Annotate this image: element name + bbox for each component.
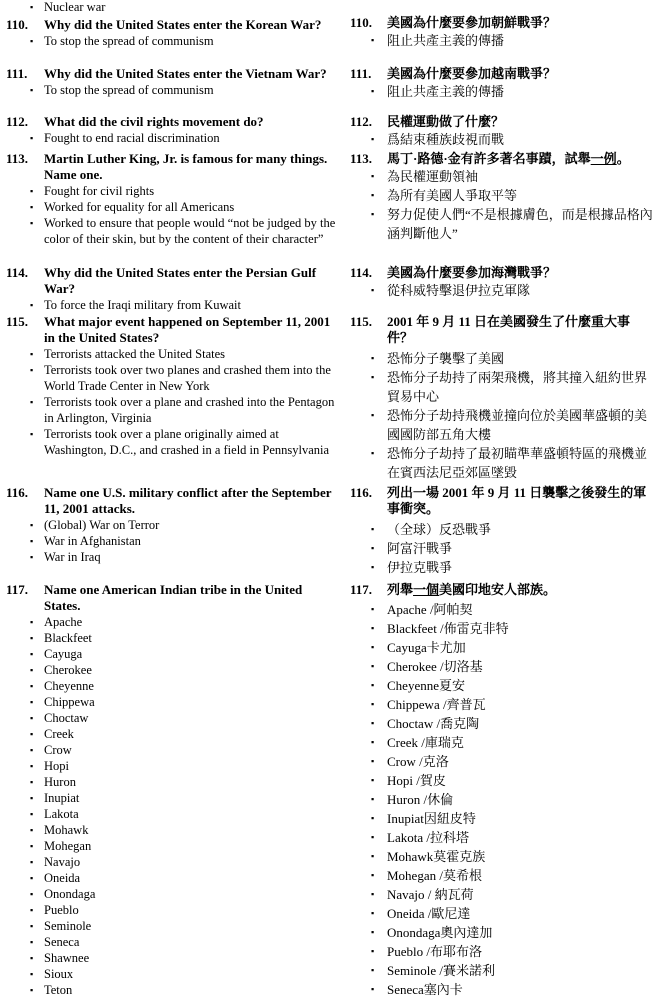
- english-column: [6, 0, 340, 997]
- bullet-icon: ▪: [30, 218, 34, 228]
- answer-item: ▪ War in Iraq: [30, 550, 101, 564]
- tribe-item: ▪ Creek: [30, 727, 74, 741]
- tribe-item: ▪ Sioux: [30, 967, 74, 981]
- question-text: 民權運動做了什麼？: [387, 114, 505, 129]
- question-text: Why did the United States enter the Persian Gulf War?: [44, 265, 317, 296]
- tribe-item: ▪ Hopi: [30, 759, 69, 773]
- tribe-item: ▪ Chippewa: [30, 695, 95, 709]
- tribe-item: ▪ Creek /庫瑞克: [371, 735, 464, 750]
- tribe-item: ▪ Pueblo: [30, 903, 79, 917]
- question-text: What major event happened on September 11, 2001 in the United States?: [44, 314, 331, 345]
- bullet-icon: ▪: [30, 36, 34, 46]
- bullet-icon: ▪: [30, 85, 34, 95]
- bullet-icon: ▪: [30, 921, 34, 931]
- question-number: 115.: [350, 314, 373, 329]
- answer-item: ▪ 伊拉克戰爭: [371, 560, 453, 575]
- tribe-item: ▪ Crow: [30, 743, 72, 757]
- tribe-item: ▪ Apache: [30, 615, 83, 629]
- bullet-icon: ▪: [30, 905, 34, 915]
- answer-list: [350, 520, 656, 577]
- tribe-item: ▪ Cayuga: [30, 647, 83, 661]
- tribe-item: ▪ Cheyenne: [30, 679, 94, 693]
- question-number: 116.: [350, 485, 373, 500]
- bullet-icon: ▪: [371, 927, 375, 937]
- bullet-icon: ▪: [30, 300, 34, 310]
- answer-item: ▪ 努力促使人們“不是根據膚色，而是根據品格內涵判斷他人”: [371, 207, 653, 241]
- answer-item: ▪ Nuclear war: [30, 0, 106, 14]
- bullet-icon: ▪: [30, 697, 34, 707]
- answer-item: ▪ To stop the spread of communism: [30, 83, 214, 97]
- tribe-item: ▪ Oneida /歐尼達: [371, 906, 471, 921]
- answer-item: ▪ Fought to end racial discrimination: [30, 131, 220, 145]
- answer-list: [6, 33, 340, 49]
- answer-list: [6, 0, 340, 15]
- bullet-icon: ▪: [30, 857, 34, 867]
- bullet-icon: ▪: [30, 665, 34, 675]
- answer-item: ▪ 阻止共產主義的傳播: [371, 33, 505, 48]
- tribe-item: ▪ Seminole: [30, 919, 92, 933]
- answer-item: ▪ 阻止共產主義的傳播: [371, 84, 505, 99]
- answer-item: ▪ Terrorists attacked the United States: [30, 347, 226, 361]
- bullet-icon: ▪: [30, 937, 34, 947]
- answer-item: ▪ Terrorists took over a plane and crashed into the Pentagon in Arlington, Virginia: [30, 395, 335, 425]
- answer-list: [350, 130, 656, 149]
- bullet-icon: ▪: [371, 86, 375, 96]
- bullet-icon: ▪: [371, 134, 375, 144]
- question-112-zh: [350, 114, 656, 149]
- question-text: 列舉一個美國印地安人部族。: [387, 582, 557, 597]
- bullet-icon: ▪: [30, 729, 34, 739]
- tribe-item: ▪ Cherokee: [30, 663, 92, 677]
- question-text: 美國為什麼要參加朝鮮戰爭？: [387, 15, 557, 30]
- bullet-icon: ▪: [30, 889, 34, 899]
- tribe-item: ▪ Mohawk莫霍克族: [371, 849, 486, 864]
- question-116-zh: [350, 485, 656, 577]
- tribe-item: ▪ Huron /休倫: [371, 792, 454, 807]
- answer-item: ▪ Terrorists took over two planes and crashed them into the World Trade Center in New York: [30, 363, 331, 393]
- bullet-icon: ▪: [30, 777, 34, 787]
- answer-item: ▪ 從科威特擊退伊拉克軍隊: [371, 283, 531, 298]
- answer-item: ▪ To stop the spread of communism: [30, 34, 214, 48]
- question-114-zh: [350, 265, 656, 300]
- bullet-icon: ▪: [30, 649, 34, 659]
- answer-list: [6, 82, 340, 98]
- question-110-zh: [350, 15, 656, 50]
- bullet-icon: ▪: [30, 825, 34, 835]
- bullet-icon: ▪: [371, 680, 375, 690]
- question-113: [6, 151, 340, 247]
- answer-item: ▪ Fought for civil rights: [30, 184, 155, 198]
- answer-item: ▪ 恐怖分子襲擊了美國: [371, 351, 505, 366]
- bullet-icon: ▪: [371, 661, 375, 671]
- bullet-icon: ▪: [371, 870, 375, 880]
- question-113-zh: [350, 151, 656, 243]
- tribe-item: ▪ Onondaga: [30, 887, 96, 901]
- bullet-icon: ▪: [30, 536, 34, 546]
- tribe-item: ▪ Navajo / 納瓦荷: [371, 887, 474, 902]
- bullet-icon: ▪: [30, 953, 34, 963]
- question-text: 2001 年 9 月 11 日在美國發生了什麼重大事件？: [387, 314, 631, 345]
- bullet-icon: ▪: [371, 737, 375, 747]
- bullet-icon: ▪: [30, 552, 34, 562]
- bullet-icon: ▪: [371, 285, 375, 295]
- bullet-icon: ▪: [30, 761, 34, 771]
- answer-list: [6, 297, 340, 313]
- question-number: 114.: [350, 265, 373, 280]
- question-number: 116.: [6, 485, 29, 500]
- bullet-icon: ▪: [371, 448, 375, 458]
- answer-item: ▪ (Global) War on Terror: [30, 518, 160, 532]
- bullet-icon: ▪: [30, 365, 34, 375]
- bullet-icon: ▪: [30, 841, 34, 851]
- question-111: [6, 66, 340, 98]
- question-text: 美國為什麼要參加海灣戰爭？: [387, 265, 557, 280]
- bullet-icon: ▪: [371, 372, 375, 382]
- bullet-icon: ▪: [30, 969, 34, 979]
- question-115: [6, 314, 340, 458]
- bullet-icon: ▪: [30, 186, 34, 196]
- bullet-icon: ▪: [371, 984, 375, 994]
- bullet-icon: ▪: [30, 793, 34, 803]
- question-112: [6, 114, 340, 146]
- answer-item: ▪ Worked to ensure that people would “not be judged by the color of their skin, but by the content of their character”: [30, 216, 336, 246]
- question-111-zh: [350, 66, 656, 101]
- bullet-icon: ▪: [371, 965, 375, 975]
- bullet-icon: ▪: [30, 617, 34, 627]
- question-number: 111.: [350, 66, 372, 81]
- tribe-item: ▪ Huron: [30, 775, 76, 789]
- question-text: 列出一場 2001 年 9 月 11 日襲擊之後發生的軍事衝突。: [387, 485, 647, 516]
- bullet-icon: ▪: [371, 35, 375, 45]
- question-114: [6, 265, 340, 313]
- tribe-list: [6, 614, 340, 998]
- tribe-item: ▪ Oneida: [30, 871, 81, 885]
- answer-list: [350, 31, 656, 50]
- bullet-icon: ▪: [371, 190, 375, 200]
- bullet-icon: ▪: [30, 349, 34, 359]
- tribe-item: ▪ Lakota /拉科塔: [371, 830, 469, 845]
- question-text: Name one U.S. military conflict after the September 11, 2001 attacks.: [44, 485, 332, 516]
- question-115-zh: [350, 314, 656, 482]
- tribe-item: ▪ Shawnee: [30, 951, 90, 965]
- question-116: [6, 485, 340, 565]
- question-number: 110.: [350, 15, 373, 30]
- tribe-item: ▪ Apache /阿帕契: [371, 602, 473, 617]
- answer-item: ▪ （全球）反恐戰爭: [371, 522, 492, 537]
- tribe-item: ▪ Seneca塞內卡: [371, 982, 463, 997]
- tribe-item: ▪ Chippewa /齊普瓦: [371, 697, 486, 712]
- tribe-item: ▪ Inupiat: [30, 791, 80, 805]
- question-text: Martin Luther King, Jr. is famous for many things. Name one.: [44, 151, 328, 182]
- bullet-icon: ▪: [30, 681, 34, 691]
- bullet-icon: ▪: [371, 642, 375, 652]
- bullet-icon: ▪: [30, 809, 34, 819]
- bullet-icon: ▪: [371, 813, 375, 823]
- question-number: 111.: [6, 66, 28, 81]
- tribe-item: ▪ Cayuga卡尤加: [371, 640, 466, 655]
- bullet-icon: ▪: [30, 985, 34, 995]
- question-number: 117.: [6, 582, 29, 597]
- bullet-icon: ▪: [371, 410, 375, 420]
- answer-item: ▪ 恐怖分子劫持了兩架飛機，將其撞入紐約世界貿易中心: [371, 370, 648, 404]
- bullet-icon: ▪: [371, 543, 375, 553]
- bullet-icon: ▪: [30, 713, 34, 723]
- bullet-icon: ▪: [371, 623, 375, 633]
- tribe-item: ▪ Pueblo /布耶布洛: [371, 944, 482, 959]
- question-text: 美國為什麼要參加越南戰爭？: [387, 66, 557, 81]
- tribe-item: ▪ Navajo: [30, 855, 81, 869]
- answer-item: ▪ 恐怖分子劫持了最初瞄準華盛頓特區的飛機並在賓西法尼亞郊區墜毀: [371, 446, 648, 480]
- bullet-icon: ▪: [371, 209, 375, 219]
- answer-item: ▪ 為民權運動領袖: [371, 169, 479, 184]
- answer-item: ▪ 爲結束種族歧視而戰: [371, 132, 505, 147]
- question-number: 110.: [6, 17, 29, 32]
- tribe-item: ▪ Seminole /賽米諾利: [371, 963, 495, 978]
- bullet-icon: ▪: [30, 133, 34, 143]
- bullet-icon: ▪: [371, 604, 375, 614]
- tribe-list: [350, 600, 656, 999]
- bullet-icon: ▪: [371, 794, 375, 804]
- tribe-item: ▪ Choctaw /喬克陶: [371, 716, 480, 731]
- tribe-item: ▪ Lakota: [30, 807, 79, 821]
- tribe-item: ▪ Hopi /賀皮: [371, 773, 446, 788]
- tribe-item: ▪ Mohegan: [30, 839, 92, 853]
- bullet-icon: ▪: [30, 202, 34, 212]
- bullet-icon: ▪: [371, 171, 375, 181]
- bullet-icon: ▪: [30, 429, 34, 439]
- question-number: 115.: [6, 314, 29, 329]
- bullet-icon: ▪: [371, 562, 375, 572]
- answer-item: ▪ Worked for equality for all Americans: [30, 200, 235, 214]
- answer-list: [6, 517, 340, 565]
- tribe-item: ▪ Mohawk: [30, 823, 89, 837]
- question-text: Name one American Indian tribe in the United States.: [44, 582, 303, 613]
- question-text: Why did the United States enter the Vietnam War?: [44, 66, 327, 81]
- bullet-icon: ▪: [30, 397, 34, 407]
- question-number: 114.: [6, 265, 29, 280]
- answer-item: ▪ To force the Iraqi military from Kuwait: [30, 298, 241, 312]
- answer-list: [350, 349, 656, 482]
- bullet-icon: ▪: [30, 2, 34, 12]
- tribe-item: ▪ Blackfeet /佈雷克非特: [371, 621, 509, 636]
- question-text: 馬丁·路德·金有許多著名事蹟，試舉一例。: [387, 151, 630, 166]
- bullet-icon: ▪: [371, 699, 375, 709]
- bullet-icon: ▪: [30, 520, 34, 530]
- bullet-icon: ▪: [371, 832, 375, 842]
- bullet-icon: ▪: [371, 756, 375, 766]
- question-number: 113.: [6, 151, 29, 166]
- question-110: [6, 17, 340, 49]
- answer-item: ▪ Terrorists took over a plane originally aimed at Washington, D.C., and crashed in a field in Pennsylvania: [30, 427, 330, 457]
- bullet-icon: ▪: [371, 775, 375, 785]
- answer-list: [6, 346, 340, 458]
- tribe-item: ▪ Onondaga奧內達加: [371, 925, 493, 940]
- tribe-item: ▪ Inupiat因紐皮特: [371, 811, 476, 826]
- answer-item: ▪ 為所有美國人爭取平等: [371, 188, 518, 203]
- answer-list: [6, 183, 340, 247]
- tribe-item: ▪ Blackfeet: [30, 631, 92, 645]
- question-number: 112.: [6, 114, 29, 129]
- tribe-item: ▪ Seneca: [30, 935, 80, 949]
- answer-list: [350, 281, 656, 300]
- answer-item: ▪ 恐怖分子劫持飛機並撞向位於美國華盛頓的美國國防部五角大樓: [371, 408, 648, 442]
- bullet-icon: ▪: [371, 908, 375, 918]
- answer-item: ▪ War in Afghanistan: [30, 534, 141, 548]
- bullet-icon: ▪: [30, 745, 34, 755]
- bullet-icon: ▪: [371, 946, 375, 956]
- tribe-item: ▪ Cherokee /切洛基: [371, 659, 483, 674]
- tribe-item: ▪ Mohegan /莫希根: [371, 868, 482, 883]
- question-number: 112.: [350, 114, 373, 129]
- question-text: Why did the United States enter the Korean War?: [44, 17, 322, 32]
- tribe-item: ▪ Choctaw: [30, 711, 89, 725]
- answer-list: [350, 82, 656, 101]
- bullet-icon: ▪: [371, 851, 375, 861]
- question-117: [6, 582, 340, 998]
- question-number: 117.: [350, 582, 373, 597]
- bullet-icon: ▪: [371, 889, 375, 899]
- tribe-item: ▪ Cheyenne夏安: [371, 678, 465, 693]
- answer-list: [6, 130, 340, 146]
- bullet-icon: ▪: [371, 718, 375, 728]
- bullet-icon: ▪: [30, 873, 34, 883]
- answer-item: ▪ 阿富汗戰爭: [371, 541, 453, 556]
- tribe-item: ▪ Teton: [30, 983, 73, 997]
- question-number: 113.: [350, 151, 373, 166]
- question-text: What did the civil rights movement do?: [44, 114, 264, 129]
- answer-list: [350, 167, 656, 243]
- question-117-zh: [350, 582, 656, 999]
- bullet-icon: ▪: [371, 524, 375, 534]
- bullet-icon: ▪: [371, 353, 375, 363]
- bullet-icon: ▪: [30, 633, 34, 643]
- tribe-item: ▪ Crow /克洛: [371, 754, 449, 769]
